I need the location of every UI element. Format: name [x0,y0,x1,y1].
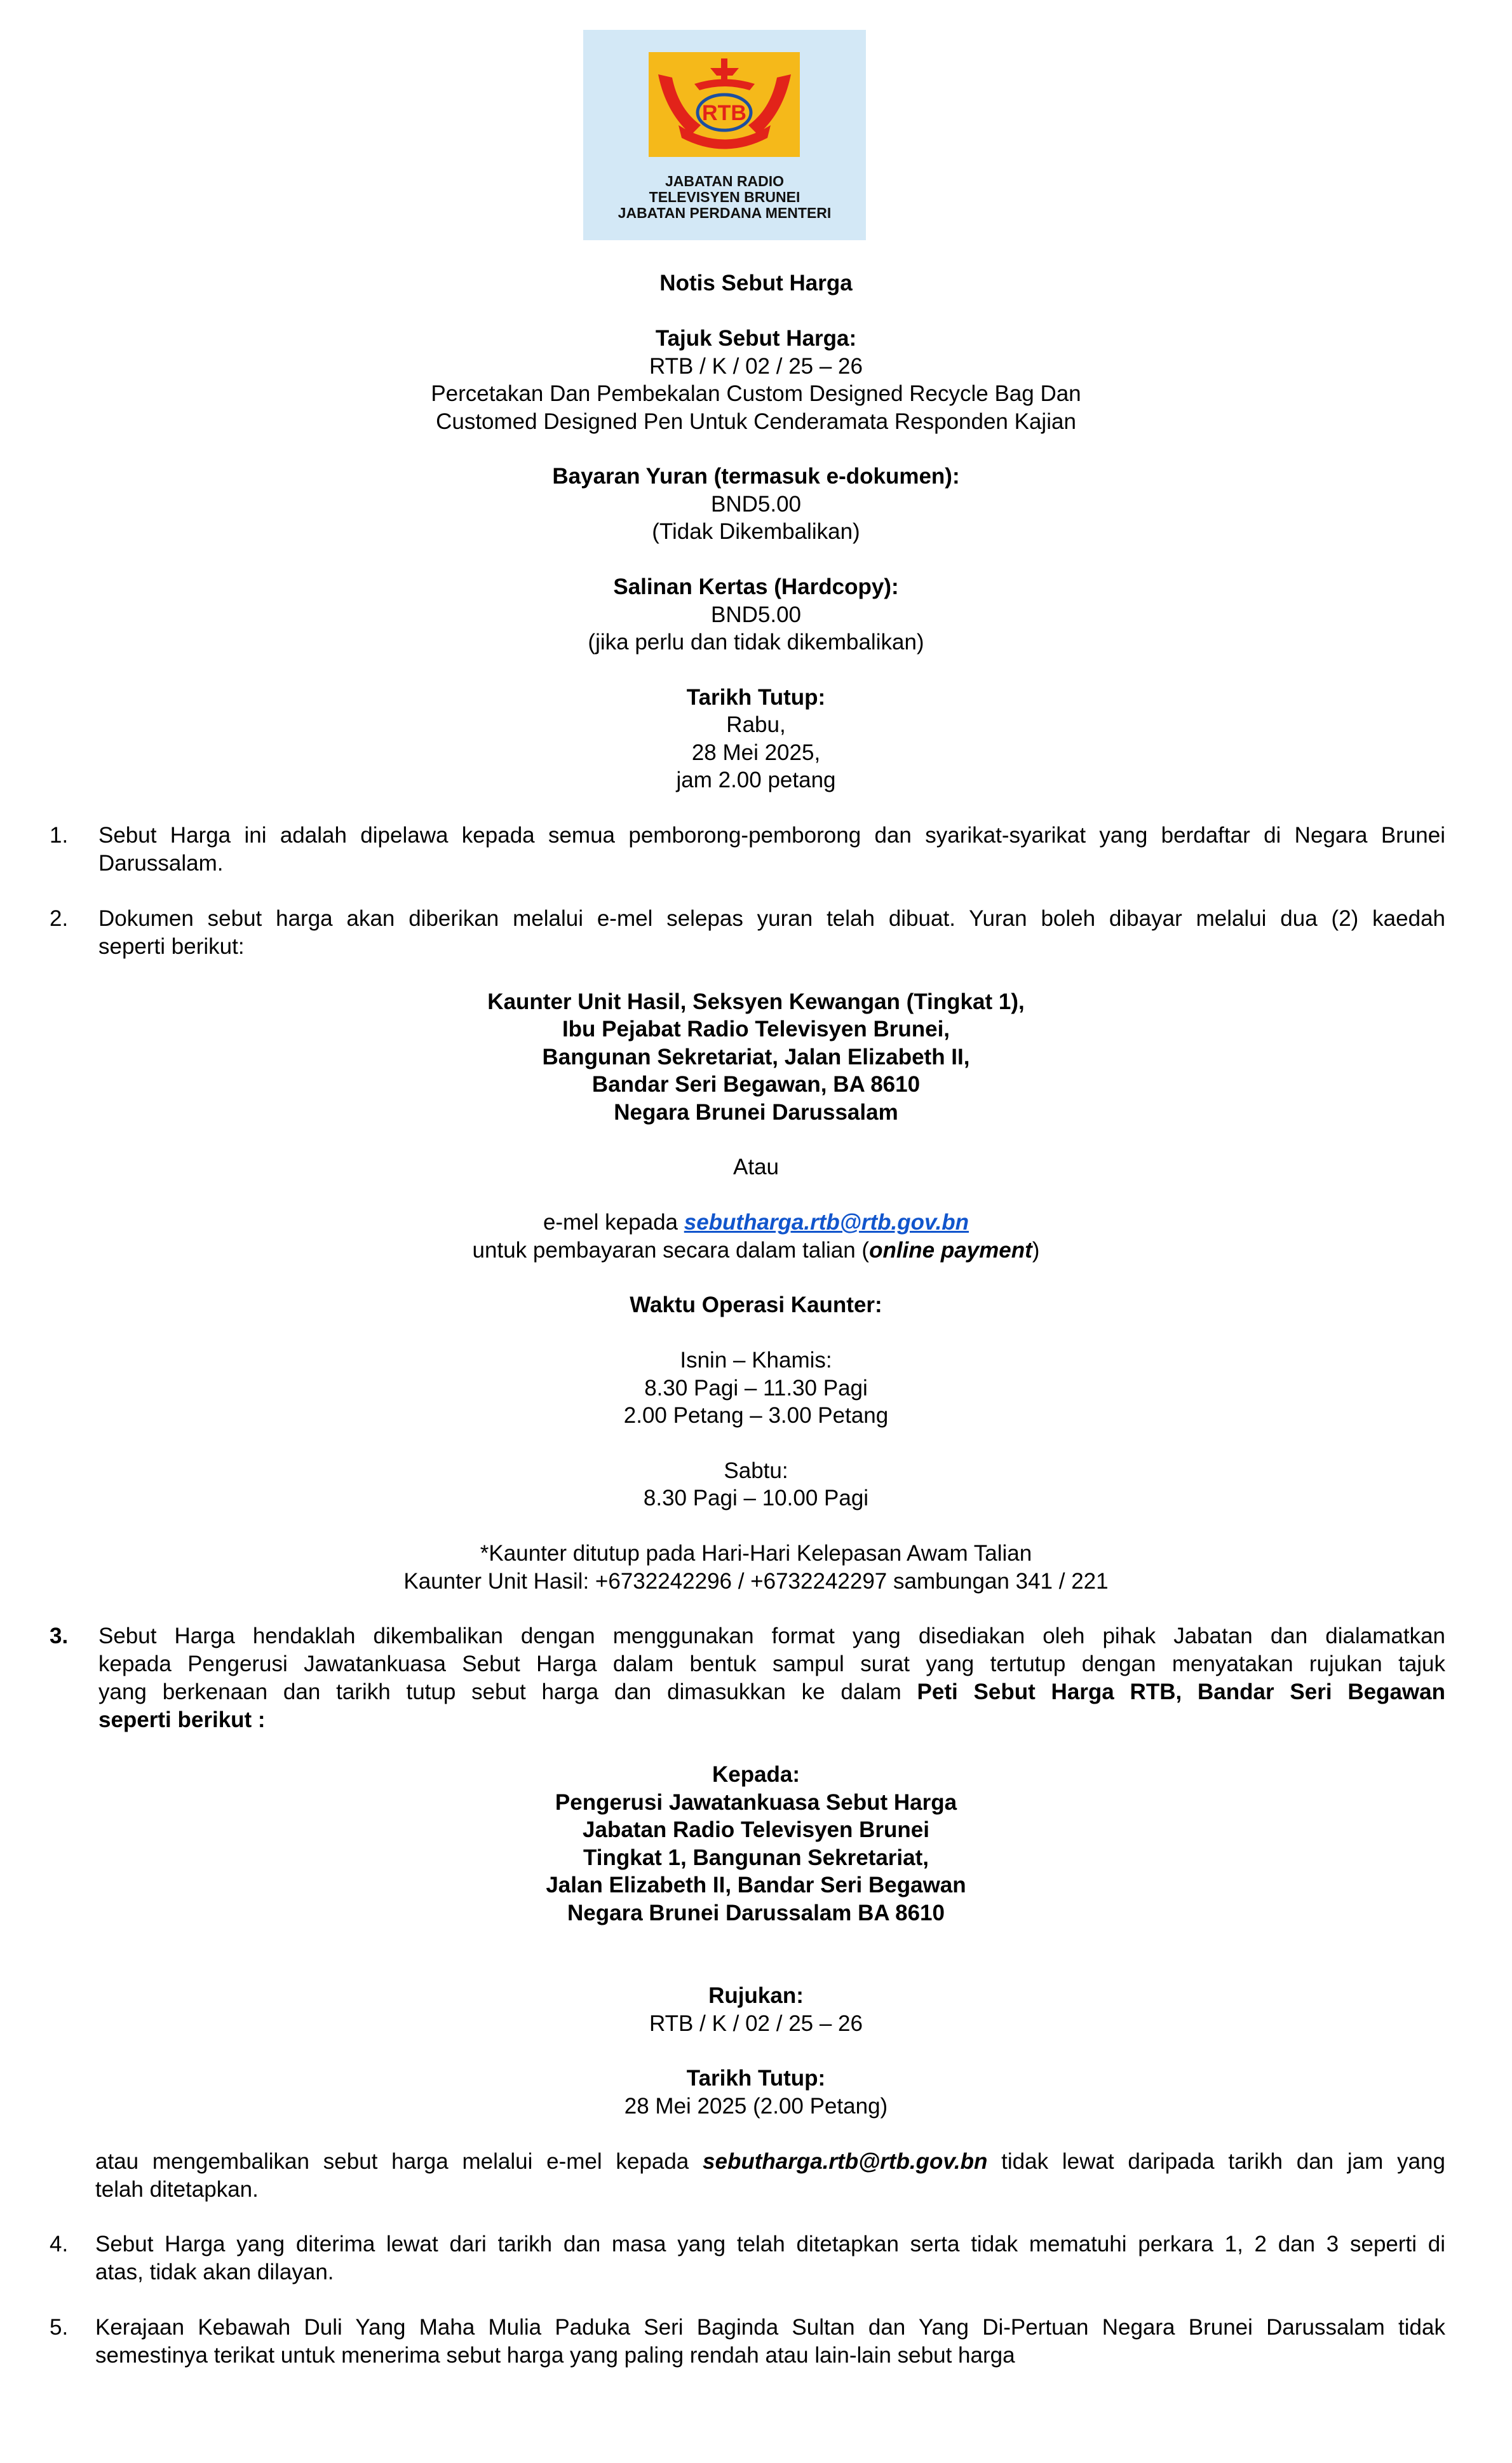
item3-after-line2: telah ditetapkan. [95,2177,259,2202]
item3-after-email[interactable]: sebutharga.rtb@rtb.gov.bn [703,2149,988,2174]
kepada-line1: Pengerusi Jawatankuasa Sebut Harga [555,1790,957,1815]
tarikh-tutup-label: Tarikh Tutup: [686,685,826,710]
item2-number: 2. [50,906,69,931]
logo-line2: TELEVISYEN BRUNEI [649,189,800,205]
kepada-line5: Negara Brunei Darussalam BA 8610 [567,1901,945,1925]
rtb-logo [583,30,866,240]
weekday-hours-2: 2.00 Petang – 3.00 Petang [623,1403,889,1428]
rujukan-value: RTB / K / 02 / 25 – 26 [649,2011,863,2036]
bayaran-note: (Tidak Dikembalikan) [652,519,860,544]
item3-line4: seperti berikut : [98,1707,266,1732]
kepada-line2: Jabatan Radio Televisyen Brunei [583,1817,929,1842]
email-prefix: e-mel kepada [543,1210,684,1235]
item2-line1: Dokumen sebut harga akan diberikan melalui e-mel selepas yuran telah dibuat. Yuran boleh dibayar melalui dua (2) kaedah [98,906,1445,931]
item4-number: 4. [50,2232,69,2256]
item4-text [95,2230,1445,2286]
logo-badge-text: RTB [702,101,746,125]
tajuk-label: Tajuk Sebut Harga: [655,326,857,351]
item4-line1: Sebut Harga yang diterima lewat dari tarikh dan masa yang telah ditetapkan serta tidak mematuhi perkara 1, 2 dan 3 seperti di [95,2232,1445,2256]
atau-text: Atau [733,1155,779,1179]
item3-after-b: tidak lewat daripada tarikh dan jam yang [987,2149,1445,2174]
item5-line1: Kerajaan Kebawah Duli Yang Maha Mulia Paduka Seri Baginda Sultan dan Yang Di-Pertuan Negara Brunei Darussalam tidak [95,2315,1445,2340]
email-link[interactable]: sebutharga.rtb@rtb.gov.bn [684,1210,969,1235]
counter-note-2: Kaunter Unit Hasil: +6732242296 / +6732242297 sambungan 341 / 221 [403,1569,1109,1594]
tajuk-line1: Percetakan Dan Pembekalan Custom Designed Recycle Bag Dan [431,381,1081,406]
kaunter-line5: Negara Brunei Darussalam [614,1100,898,1125]
tajuk-line2: Customed Designed Pen Untuk Cenderamata Responden Kajian [436,409,1076,434]
tarikh-tutup-time: jam 2.00 petang [676,768,836,792]
rtb-emblem-icon [583,30,866,157]
online-payment-b: online payment [869,1238,1032,1263]
weekday-hours-1: 8.30 Pagi – 11.30 Pagi [644,1376,868,1401]
item3-line2: kepada Pengerusi Jawatankuasa Sebut Harga dalam bentuk sampul surat yang tertutup dengan menyatakan rujukan tajuk [98,1652,1445,1676]
tarikh-tutup-day: Rabu, [726,712,786,737]
item1-line1: Sebut Harga ini adalah dipelawa kepada semua pemborong-pemborong dan syarikat-syarikat yang berdaftar di Negara Brunei [98,823,1445,848]
bayaran-label: Bayaran Yuran (termasuk e-dokumen): [552,464,960,489]
logo-line3: JABATAN PERDANA MENTERI [618,205,832,221]
tajuk-ref: RTB / K / 02 / 25 – 26 [649,354,863,379]
tarikh-tutup-date: 28 Mei 2025, [691,740,821,765]
logo-line1: JABATAN RADIO [665,173,784,189]
item5-number: 5. [50,2315,69,2340]
item3-line1: Sebut Harga hendaklah dikembalikan dengan menggunakan format yang disediakan oleh pihak Jabatan dan dialamatkan [98,1624,1445,1648]
item2-text [98,905,1445,961]
item3-text [98,1622,1445,1734]
kaunter-line3: Bangunan Sekretariat, Jalan Elizabeth II, [542,1045,970,1069]
item2-line2: seperti berikut: [98,934,245,959]
kaunter-line2: Ibu Pejabat Radio Televisyen Brunei, [562,1017,950,1042]
kaunter-line1: Kaunter Unit Hasil, Seksyen Kewangan (Tingkat 1), [487,989,1025,1014]
item1-text [98,822,1445,878]
saturday-label: Sabtu: [724,1458,788,1483]
salinan-note: (jika perlu dan tidak dikembalikan) [588,630,924,655]
tutup2-label: Tarikh Tutup: [686,2066,826,2091]
item3-line3 [98,1678,1445,1706]
item3-after-text [95,2148,1445,2204]
item4-line2: atas, tidak akan dilayan. [95,2260,334,2284]
tutup2-value: 28 Mei 2025 (2.00 Petang) [624,2094,888,2119]
item5-text [95,2314,1445,2370]
salinan-label: Salinan Kertas (Hardcopy): [613,574,899,599]
kepada-line4: Jalan Elizabeth II, Bandar Seri Begawan [546,1873,966,1897]
counter-note-1: *Kaunter ditutup pada Hari-Hari Kelepasan Awam Talian [480,1541,1032,1566]
salinan-amount: BND5.00 [710,602,802,627]
item3-after-a: atau mengembalikan sebut harga melalui e-mel kepada [95,2149,703,2174]
email-line [0,1209,1512,1237]
item3-after-line1 [95,2148,1445,2176]
online-payment-c: ) [1032,1238,1040,1263]
online-payment-line [0,1237,1512,1265]
kepada-line3: Tingkat 1, Bangunan Sekretariat, [583,1845,929,1870]
item3-line3-a: yang berkenaan dan tarikh tutup sebut harga dan dimasukkan ke dalam [98,1679,917,1704]
saturday-hours: 8.30 Pagi – 10.00 Pagi [643,1486,869,1510]
bayaran-amount: BND5.00 [710,492,802,517]
rujukan-label: Rujukan: [708,1983,804,2008]
kaunter-line4: Bandar Seri Begawan, BA 8610 [591,1072,921,1097]
item5-line2: semestinya terikat untuk menerima sebut harga yang paling rendah atau lain-lain sebut harga [95,2343,1015,2368]
item1-line2: Darussalam. [98,851,224,876]
kepada-label: Kepada: [712,1762,800,1787]
online-payment-a: untuk pembayaran secara dalam talian ( [472,1238,870,1263]
item3-number: 3. [50,1624,69,1648]
item3-line3-b: Peti Sebut Harga RTB, Bandar Seri Begawan [917,1679,1446,1704]
page-title: Notis Sebut Harga [659,271,853,295]
item1-number: 1. [50,823,69,848]
weekday-label: Isnin – Khamis: [680,1348,832,1373]
waktu-label: Waktu Operasi Kaunter: [630,1293,882,1317]
